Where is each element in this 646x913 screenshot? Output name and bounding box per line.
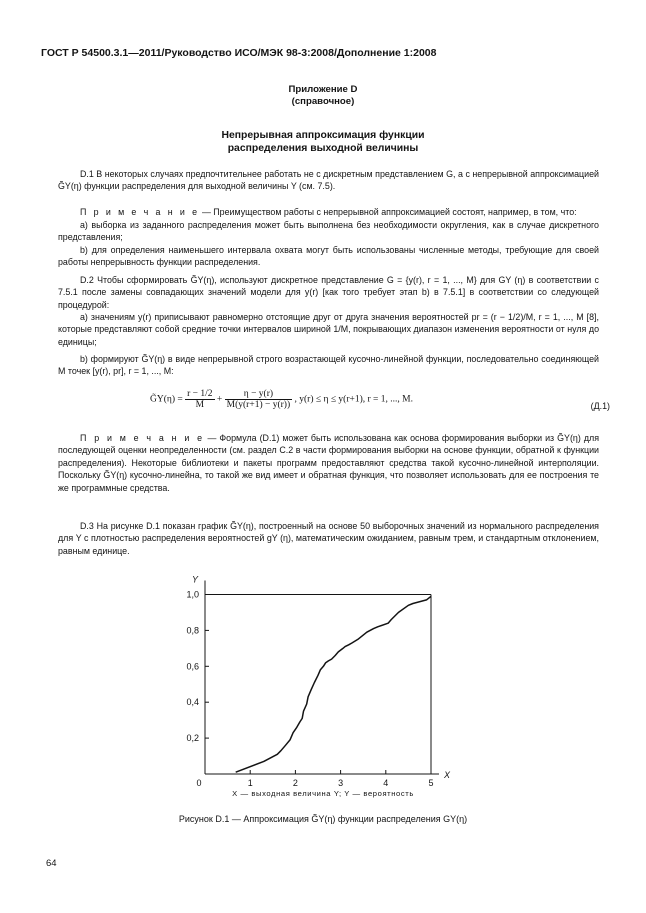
formula-denominator-2: M(y(r+1) − y(r)) [226,400,291,410]
formula-fraction-1 [185,389,214,410]
paragraph-d2: D.2 Чтобы сформировать G̃Y(η), используют дискретное представление G = {y(r), r = 1, ..., M} для GY (η) в соответствии с 7.5.1 после замены совпадающих значений модели для y(r) [как того требует этап b) в 7.5.1] в соответствии со следующей процедурой: [58,275,599,310]
paragraph-d3: D.3 На рисунке D.1 показан график G̃Y(η), построенный на основе 50 выборочных значений из нормального распределения для Y с плотностью распределения вероятностей gY (η), математическим ожиданием, равным трем, и стандартным отклонением, равным единице. [58,521,599,556]
note-1-item-a: а) выборка из заданного распределения может быть выполнена без необходимости округления, как в случае дискретного представления; [58,220,599,243]
note-1-label: П р и м е ч а н и е [80,207,200,217]
annex-heading [0,84,646,108]
x-tick-label: 1 [247,778,253,788]
annex-title: Приложение D [288,84,358,95]
y-tick-label: 0,4 [186,697,199,708]
note-1-item-b: b) для определения наименьшего интервала охвата могут быть использованы численные методы, требующие для своей работы непрерывность функции распределения. [58,245,599,268]
x-tick-label: 4 [383,778,389,788]
figure-caption: Рисунок D.1 — Аппроксимация G̃Y(η) функции распределения GY(η) [178,814,468,824]
formula-condition: , y(r) ≤ η ≤ y(r+1), r = 1, ..., M. [294,394,413,405]
note-2-text: — Формула (D.1) может быть использована как основа формирования выборки из G̃Y(η) для последующей оценки неопределенности (см. раздел С.2 в части формирования выборки на основе функции, обратной к функции распределения). Некоторые библиотеки и пакеты программ предоставляют средства такой кусочно-линейной интерполяции. Поскольку G̃Y(η) кусочно-линейна, то такой же вид имеет и обратная функция, что позволяет использовать для ее построения те же программные средства. [58,433,599,493]
annex-subtitle: (справочное) [291,96,355,107]
x-tick-label: 0 [196,778,202,788]
y-tick-label: 0,2 [186,733,199,744]
formula-plus: + [216,394,223,405]
x-tick-label: 5 [428,778,434,788]
distribution-chart [150,565,460,790]
note-2-label: П р и м е ч а н и е [80,433,205,443]
approximation-curve [236,596,431,772]
formula-lhs: G̃Y(η) = [150,394,183,405]
formula-numerator-2: η − y(r) [225,389,292,400]
note-1-text: — Преимуществом работы с непрерывной аппроксимацией состоят, например, в том, что: [201,207,577,217]
x-axis-label: X [443,770,451,780]
x-tick-label: 2 [292,778,298,788]
formula-fraction-2 [225,389,292,410]
formula-denominator-1: M [195,400,205,410]
paragraph-d2-item-b: b) формируют G̃Y(η) в виде непрерывной строго возрастающей кусочно-линейной функции, последовательно соединяющей M точек [y(r), pr], r = 1, ..., M: [58,354,599,377]
paragraph-d2-item-a: а) значениям y(r) приписывают равномерно отстоящие друг от друга значения вероятностей pr = (r − 1/2)/M, r = 1, ..., M [8], которые представляют собой средние точки интервалов шириной 1/M, покрывающих диапазон изменения вероятности от нуля до единицы; [58,312,599,347]
section-title-line2: распределения выходной величины [227,143,419,154]
page-number: 64 [46,858,57,869]
y-axis-label: Y [191,574,199,585]
y-tick-label: 1,0 [186,589,199,600]
formula-d1 [150,389,610,425]
formula-number: (Д.1) [590,401,610,411]
section-title-line1: Непрерывная аппроксимация функции [221,130,425,141]
paragraph-d1: D.1 В некоторых случаях предпочтительнее работать не с дискретным представлением G, а с непрерывной аппроксимацией G̃Y(η) функции распределения для выходной величины Y (см. 7.5). [58,169,599,192]
note-1 [58,206,599,218]
y-tick-label: 0,6 [186,661,199,672]
y-tick-label: 0,8 [186,625,199,636]
formula-numerator-1: r − 1/2 [187,389,213,399]
document-header: ГОСТ Р 54500.3.1—2011/Руководство ИСО/МЭК 98-3:2008/Дополнение 1:2008 [41,47,437,59]
x-tick-label: 3 [338,778,344,788]
note-2 [58,432,599,494]
section-title [0,129,646,155]
chart-legend: X — выходная величина Y; Y — вероятность [232,789,414,798]
